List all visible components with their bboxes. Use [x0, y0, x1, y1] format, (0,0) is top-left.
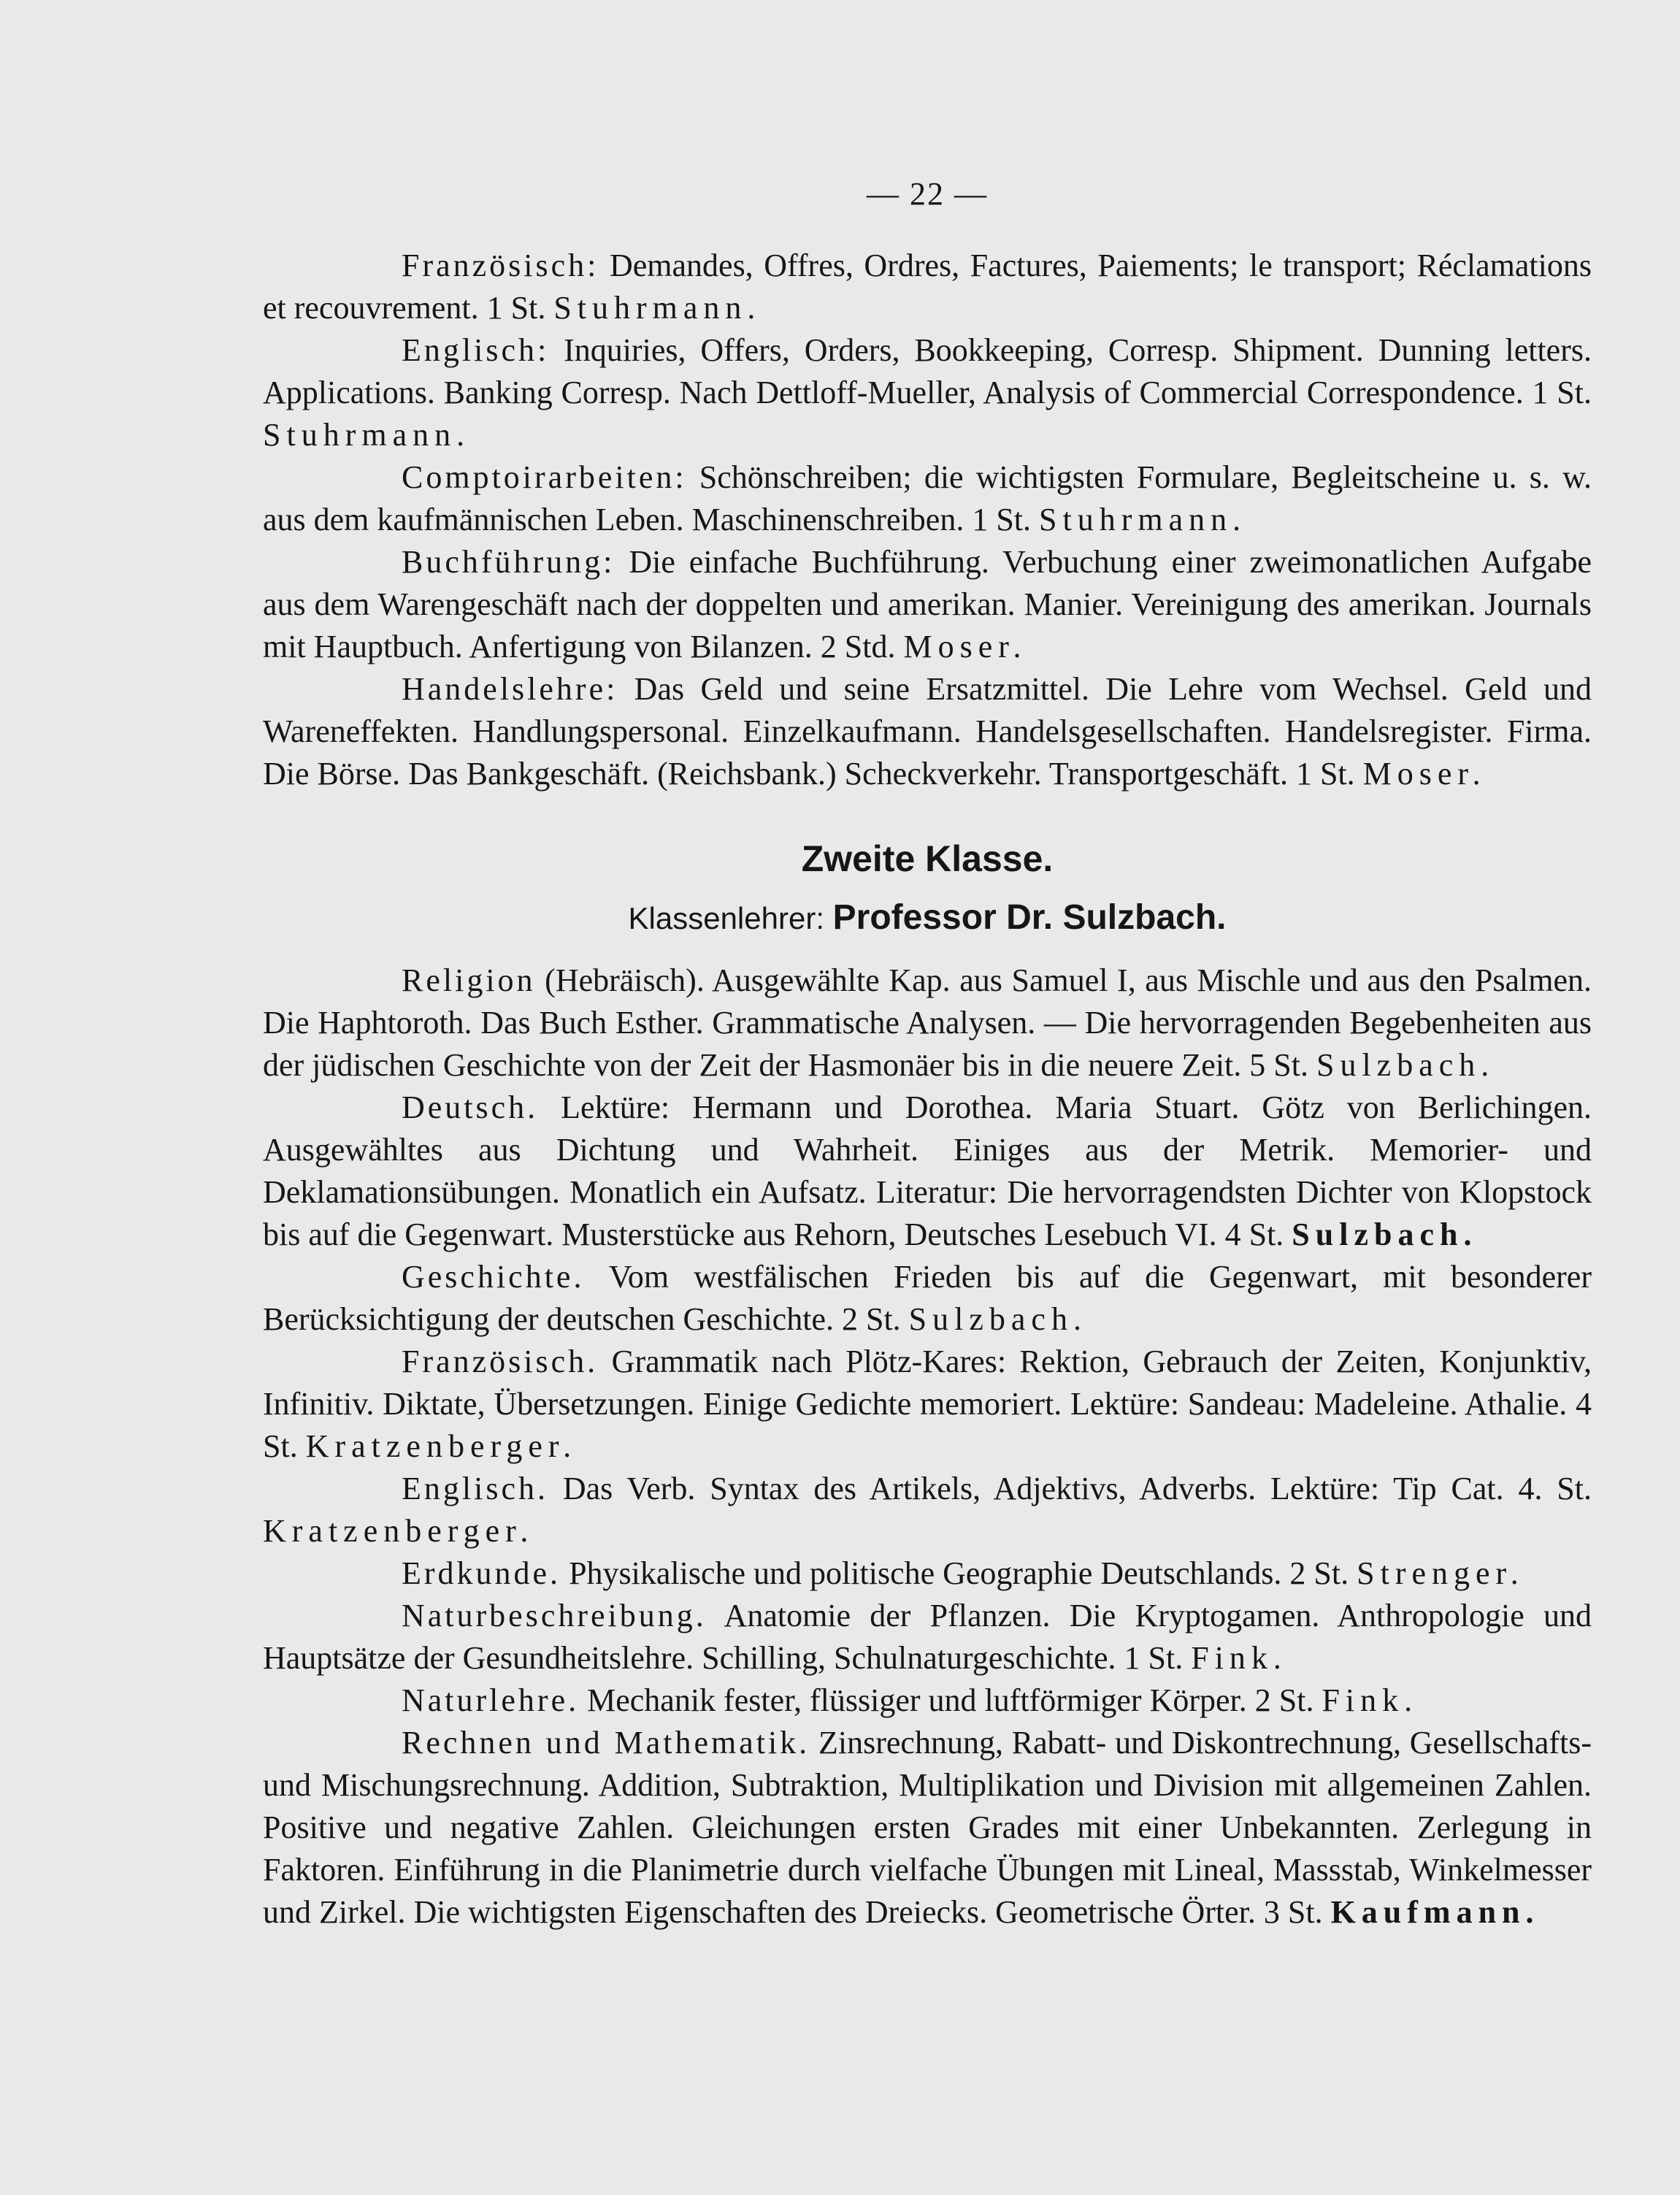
subject-heading: Handelslehre: [402, 671, 618, 707]
paragraph-buchfuehrung [263, 541, 1592, 668]
paragraph-naturlehre [263, 1679, 1592, 1722]
paragraph-rechnen-mathematik [263, 1722, 1592, 1934]
paragraph-geschichte [263, 1256, 1592, 1341]
teacher-name: Sulzbach. [1316, 1047, 1495, 1083]
subject-heading: Naturlehre. [402, 1682, 580, 1718]
teacher-name: Kratzenberger. [305, 1428, 578, 1464]
paragraph-naturbeschreibung [263, 1595, 1592, 1679]
teacher-name: Sulzbach. [908, 1301, 1087, 1337]
subject-text: Zinsrechnung, Rabatt- und Diskontrechnung, Gesellschafts- und Mischungsrechnung. Addition, Subtraktion, Multiplikation und Division mit allgemeinen Zahlen. Positive und negative Zahlen. Gleichungen ersten Grades mit einer Unbekannten. Zerlegung in Faktoren. Einführung in die Planimetrie durch vielfache Übungen mit Lineal, Massstab, Winkelmesser und Zirkel. Die wichtigsten Eigenschaften des Dreiecks. Geometrische Örter. 3 St. [263, 1725, 1592, 1930]
subject-heading: Französisch. [402, 1344, 599, 1379]
paragraph-englisch [263, 1468, 1592, 1552]
subject-heading: Comptoirarbeiten: [402, 459, 687, 495]
subject-text: Demandes, Offres, Ordres, Factures, Paiements; le transport; Réclamations et recouvrement. 1 St. [263, 248, 1592, 326]
paragraph-deutsch [263, 1087, 1592, 1256]
subject-text: Mechanik fester, flüssiger und luftförmiger Körper. 2 St. [579, 1682, 1322, 1718]
subject-heading: Erdkunde. [402, 1555, 561, 1591]
paragraph-erdkunde [263, 1552, 1592, 1595]
subject-text: Inquiries, Offers, Orders, Bookkeeping, Corresp. Shipment. Dunning letters. Applications. Banking Corresp. Nach Dettloff-Mueller, Analysis of Commercial Correspondence. 1 St. [263, 332, 1592, 410]
paragraph-comptoirarbeiten [263, 456, 1592, 541]
paragraph-handelslehre [263, 668, 1592, 795]
document-page [263, 175, 1592, 1934]
subject-heading: Französisch: [402, 248, 599, 283]
class-teacher-line [263, 897, 1592, 938]
subject-heading: Rechnen und Mathematik. [402, 1725, 810, 1761]
subject-heading: Buchführung: [402, 544, 615, 580]
subject-heading: Religion [402, 962, 536, 998]
paragraph-englisch-commercial [263, 329, 1592, 456]
paragraph-franzoesisch-commercial [263, 245, 1592, 329]
subject-heading: Naturbeschreibung. [402, 1598, 707, 1633]
page-number: — 22 — [867, 176, 988, 212]
teacher-name: Fink. [1191, 1640, 1287, 1676]
section-title: Zweite Klasse. [801, 838, 1054, 879]
teacher-name: Strenger. [1357, 1555, 1524, 1591]
paragraph-religion [263, 959, 1592, 1087]
class-teacher-label: Klassenlehrer: [628, 901, 824, 935]
subject-heading: Deutsch. [402, 1089, 539, 1125]
teacher-name: Kratzenberger. [263, 1513, 534, 1549]
teacher-name: Moser. [903, 629, 1027, 664]
paragraph-franzoesisch [263, 1341, 1592, 1468]
teacher-name: Stuhrmann. [263, 417, 471, 453]
teacher-name: Sulzbach. [1292, 1217, 1478, 1252]
teacher-name: Stuhrmann. [553, 290, 762, 326]
subject-text: Lektüre: Hermann und Dorothea. Maria Stuart. Götz von Berlichingen. Ausgewähltes aus Dichtung und Wahrheit. Einiges aus der Metrik. Memorier- und Deklamationsübungen. Monatlich ein Aufsatz. Literatur: Die hervorragendsten Dichter von Klopstock bis auf die Gegenwart. Musterstücke aus Rehorn, Deutsches Lesebuch VI. 4 St. [263, 1089, 1592, 1252]
class-teacher-name: Professor Dr. Sulzbach. [832, 898, 1227, 937]
subject-text: Schönschreiben; die wichtigsten Formulare, Begleitscheine u. s. w. aus dem kaufmännischen Leben. Maschinenschreiben. 1 St. [263, 459, 1592, 537]
subject-text: Die einfache Buchführung. Verbuchung einer zweimonatlichen Aufgabe aus dem Warengeschäft nach der doppelten und amerikan. Manier. Vereinigung des amerikan. Journals mit Hauptbuch. Anfertigung von Bilanzen. 2 Std. [263, 544, 1592, 664]
teacher-name: Fink. [1322, 1682, 1419, 1718]
subject-heading: Englisch. [402, 1471, 548, 1506]
subject-text: Physikalische und politische Geographie Deutschlands. 2 St. [561, 1555, 1357, 1591]
subject-text: Das Verb. Syntax des Artikels, Adjektivs, Adverbs. Lektüre: Tip Cat. 4. St. [548, 1471, 1592, 1506]
subject-text: (Hebräisch). Ausgewählte Kap. aus Samuel I, aus Mischle und aus den Psalmen. Die Haphtoroth. Das Buch Esther. Grammatische Analysen. — Die hervorragenden Begebenheiten aus der jüdischen Geschichte von der Zeit der Hasmonäer bis in die neuere Zeit. 5 St. [263, 962, 1592, 1083]
subject-text: Vom westfälischen Frieden bis auf die Gegenwart, mit besonderer Berücksichtigung der deutschen Geschichte. 2 St. [263, 1259, 1592, 1337]
subject-text: Grammatik nach Plötz-Kares: Rektion, Gebrauch der Zeiten, Konjunktiv, Infinitiv. Diktate, Übersetzungen. Einige Gedichte memoriert. Lektüre: Sandeau: Madeleine. Athalie. 4 St. [263, 1344, 1592, 1464]
subject-heading: Geschichte. [402, 1259, 585, 1295]
teacher-name: Kaufmann. [1330, 1894, 1540, 1930]
subject-text: Das Geld und seine Ersatzmittel. Die Lehre vom Wechsel. Geld und Wareneffekten. Handlungspersonal. Einzelkaufmann. Handelsgesellschaften. Handelsregister. Firma. Die Börse. Das Bankgeschäft. (Reichsbank.) Scheckverkehr. Transportgeschäft. 1 St. [263, 671, 1592, 792]
teacher-name: Stuhrmann. [1039, 502, 1247, 537]
subject-heading: Englisch: [402, 332, 550, 368]
teacher-name: Moser. [1362, 756, 1487, 792]
subject-text: Anatomie der Pflanzen. Die Kryptogamen. Anthropologie und Hauptsätze der Gesundheitslehre. Schilling, Schulnaturgeschichte. 1 St. [263, 1598, 1592, 1676]
